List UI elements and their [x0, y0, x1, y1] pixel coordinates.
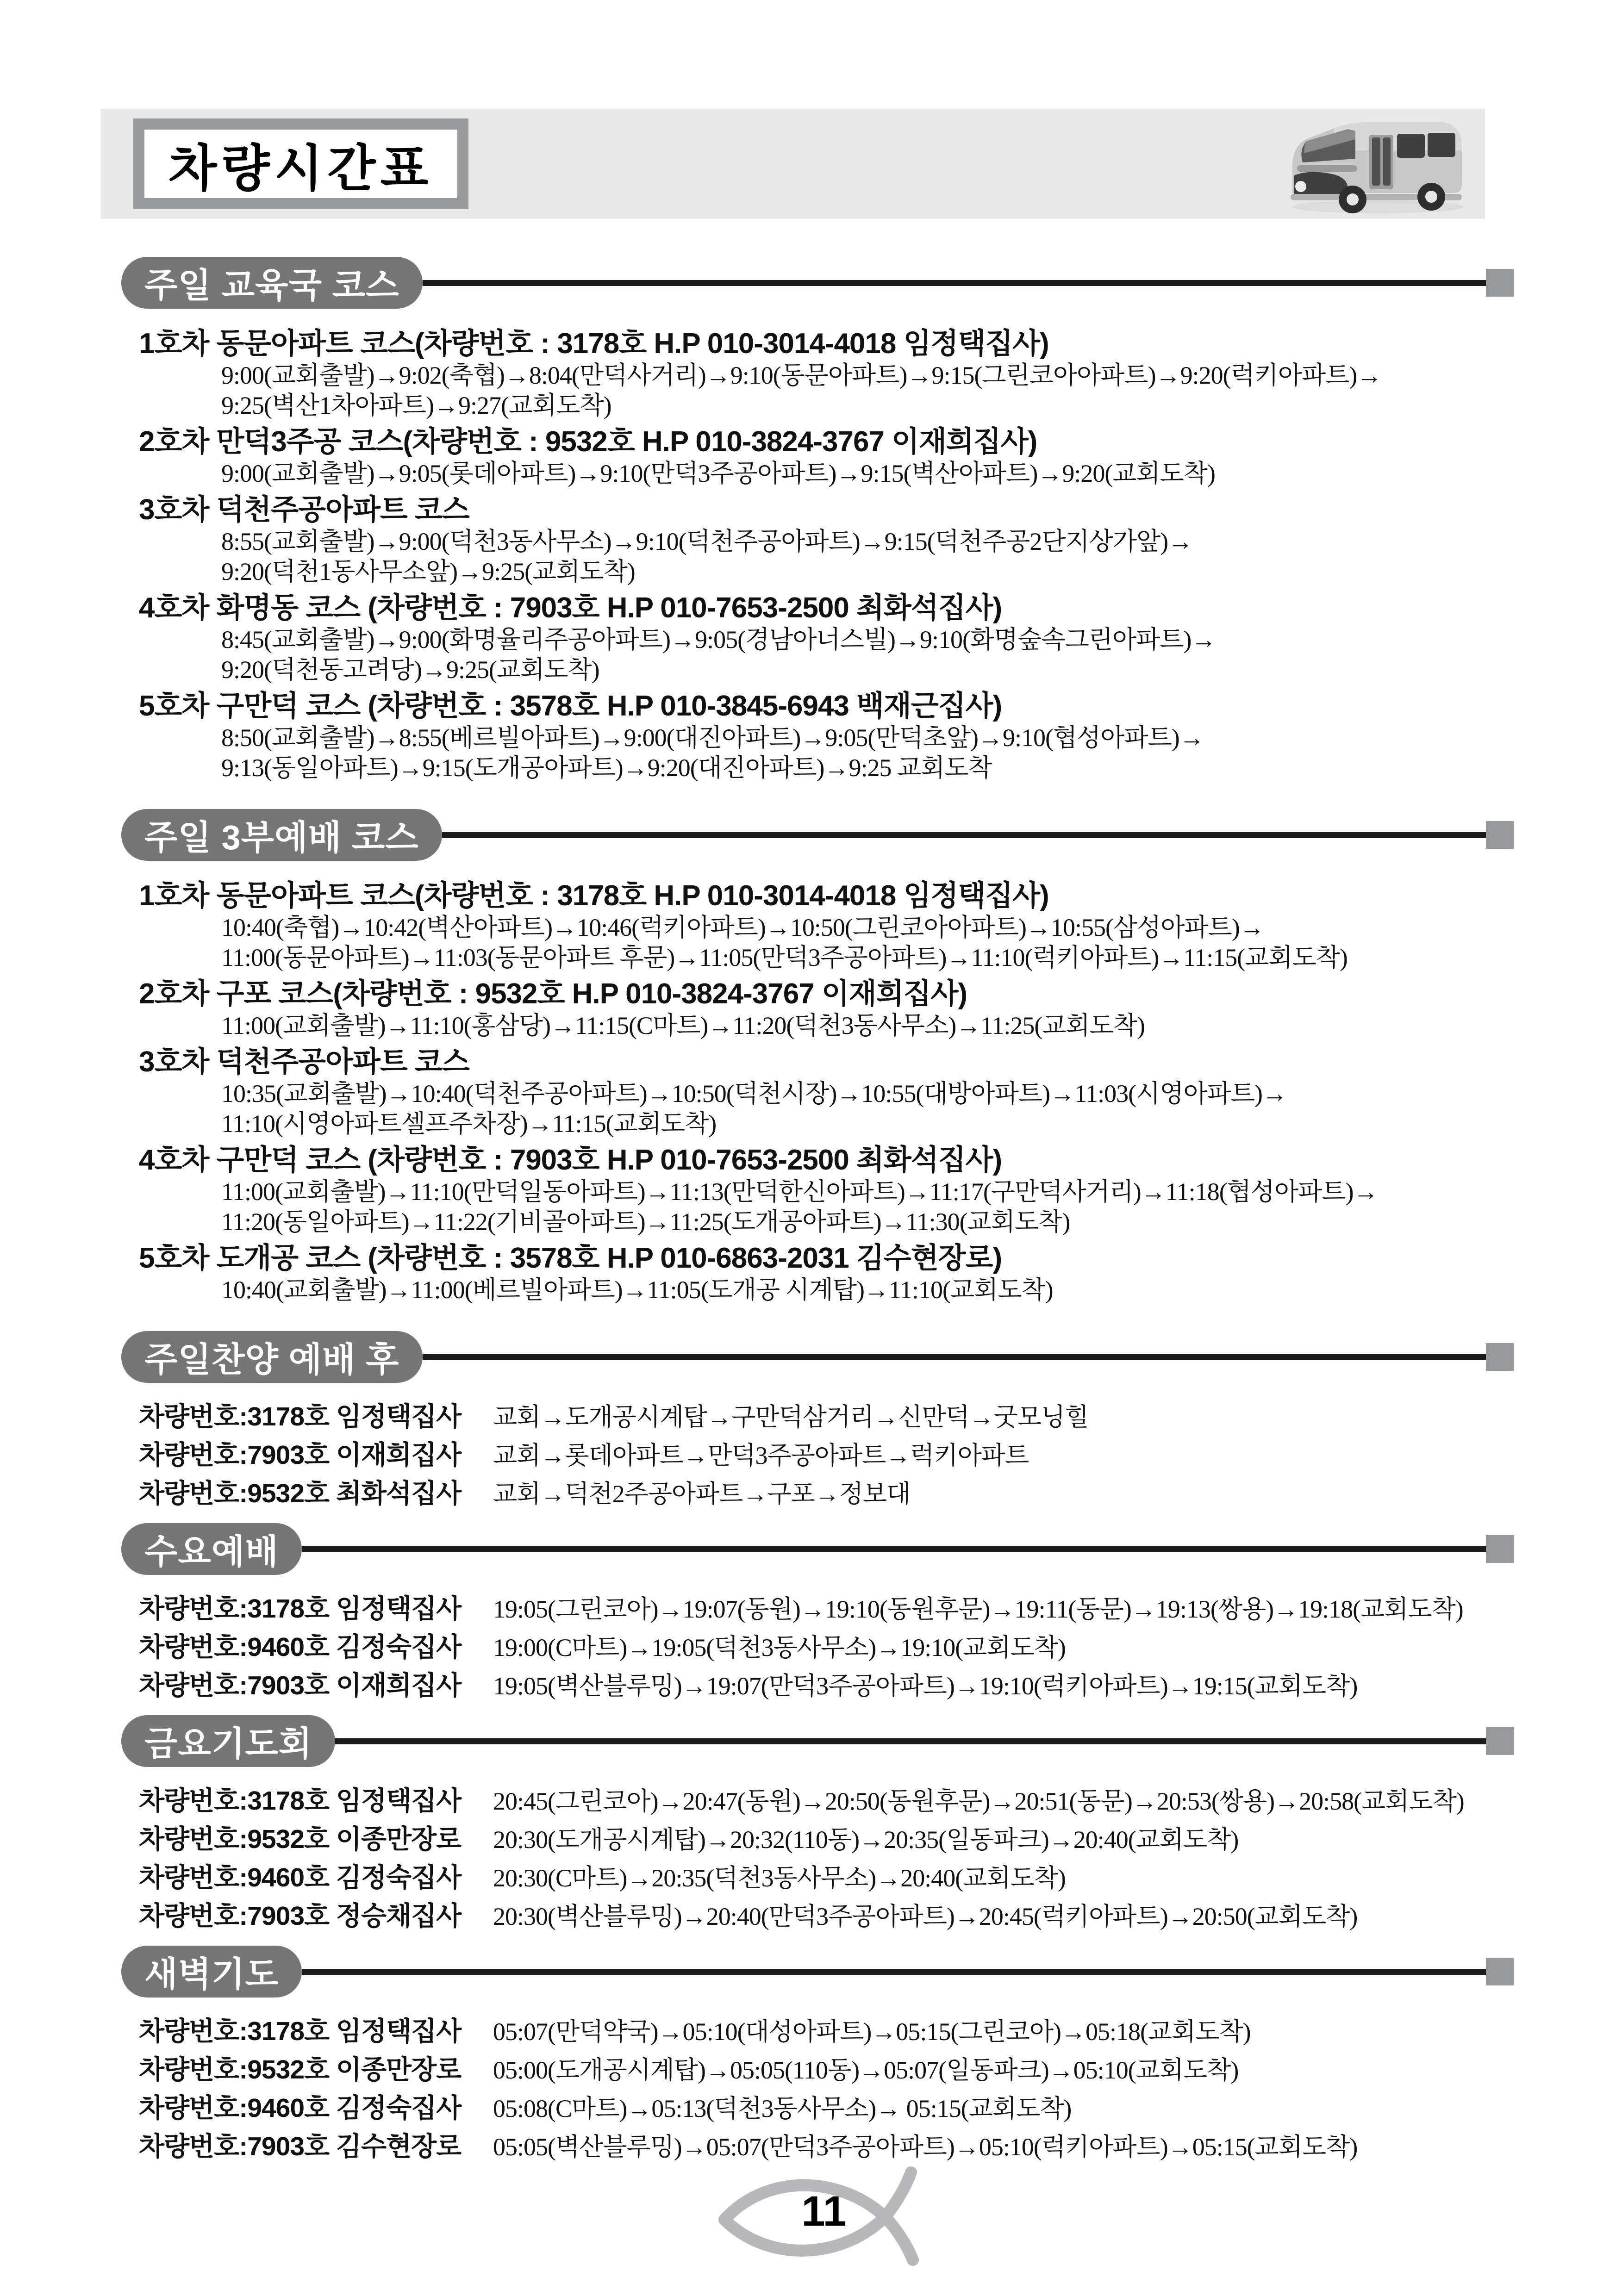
section-header — [121, 1523, 1514, 1575]
schedule-row — [139, 1440, 1622, 1471]
route-line: 9:25(벽산1차아파트)→9:27(교회도착) — [221, 392, 611, 419]
bus-course — [139, 977, 1622, 1041]
section-rule-end-square — [1486, 1958, 1514, 1985]
bus-course — [139, 425, 1622, 489]
route-text: 19:00(C마트)→19:05(덕천3동사무소)→19:10(교회도착) — [493, 1634, 1066, 1661]
course-title: 3호차 덕천주공아파트 코스 — [139, 1046, 469, 1078]
route-line: 10:35(교회출발)→10:40(덕천주공아파트)→10:50(덕천시장)→10:55(대방아파트)→11:03(시영아파트)→ — [221, 1080, 1287, 1108]
section-body — [0, 2016, 1622, 2162]
section-header — [121, 1946, 1514, 1997]
vehicle-driver-label: 차량번호:3178호 임정택집사 — [139, 1594, 462, 1624]
section-rule-end-square — [1486, 1535, 1514, 1563]
course-title: 1호차 동문아파트 코스(차량번호 : 3178호 H.P 010-3014-4018 임정택집사) — [139, 328, 1049, 360]
course-title: 2호차 구포 코스(차량번호 : 9532호 H.P 010-3824-3767 이재희집사) — [139, 978, 967, 1010]
route-line: 8:55(교회출발)→9:00(덕천3동사무소)→9:10(덕천주공아파트)→9:15(덕천주공2단지상가앞)→ — [221, 528, 1193, 555]
route-line: 11:00(동문아파트)→11:03(동문아파트 후문)→11:05(만덕3주공아파트)→11:10(럭키아파트)→11:15(교회도착) — [221, 944, 1348, 971]
schedule-row — [139, 1670, 1622, 1701]
course-route-lines — [221, 459, 1622, 489]
section-body — [0, 1593, 1622, 1701]
route-text: 20:30(도개공시계탑)→20:32(110동)→20:35(일동파크)→20:40(교회도착) — [493, 1826, 1239, 1854]
section-title: 주일 교육국 코스 — [144, 266, 399, 305]
section-rule-end-square — [1486, 1727, 1514, 1755]
route-text: 05:05(벽산블루밍)→05:07(만덕3주공아파트)→05:10(럭키아파트)→05:15(교회도착) — [493, 2133, 1358, 2161]
bus-course — [139, 591, 1622, 685]
route-line: 11:00(교회출발)→11:10(홍삼당)→11:15(C마트)→11:20(덕천3동사무소)→11:25(교회도착) — [221, 1012, 1145, 1039]
bus-course — [139, 493, 1622, 587]
vehicle-driver-label: 차량번호:7903호 김수현장로 — [139, 2132, 462, 2161]
schedule-row — [139, 2054, 1622, 2085]
bus-icon — [1279, 111, 1473, 217]
course-route-lines — [221, 625, 1622, 685]
section-rule — [335, 1738, 1486, 1744]
page-number: 11 — [801, 2188, 847, 2235]
section-rule-end-square — [1486, 821, 1514, 849]
bus-course — [139, 1045, 1622, 1139]
section-title: 금요기도회 — [144, 1724, 312, 1763]
bus-course — [139, 327, 1622, 421]
vehicle-driver-label: 차량번호:9532호 최화석집사 — [139, 1479, 462, 1508]
section-header-badge — [121, 1715, 335, 1767]
page-footer — [713, 2165, 944, 2267]
bus-course — [139, 690, 1622, 783]
section-header-badge — [121, 1523, 302, 1575]
route-line: 11:10(시영아파트셀프주차장)→11:15(교회도착) — [221, 1110, 717, 1138]
schedule-section — [0, 809, 1622, 1305]
schedule-row — [139, 1632, 1622, 1663]
section-rule — [302, 1546, 1486, 1552]
vehicle-driver-label: 차량번호:9460호 김정숙집사 — [139, 1863, 462, 1892]
section-rule — [442, 832, 1486, 838]
section-title: 주일찬양 예배 후 — [144, 1340, 399, 1379]
route-line: 10:40(교회출발)→11:00(베르빌아파트)→11:05(도개공 시계탑)→11:10(교회도착) — [221, 1276, 1053, 1304]
bus-course — [139, 1144, 1622, 1237]
vehicle-driver-label: 차량번호:7903호 이재희집사 — [139, 1671, 462, 1700]
vehicle-driver-label: 차량번호:3178호 임정택집사 — [139, 1402, 462, 1431]
bus-course — [139, 1242, 1622, 1305]
vehicle-driver-label: 차량번호:9460호 김정숙집사 — [139, 2093, 462, 2123]
schedule-row — [139, 1401, 1622, 1432]
section-body — [0, 1786, 1622, 1932]
top-banner — [101, 109, 1485, 219]
course-route-lines — [221, 1079, 1622, 1139]
section-header — [121, 257, 1514, 309]
route-line: 9:20(덕천동고려당)→9:25(교회도착) — [221, 656, 599, 684]
content-area — [0, 219, 1622, 2170]
route-line: 11:20(동일아파트)→11:22(기비골아파트)→11:25(도개공아파트)→11:30(교회도착) — [221, 1208, 1070, 1236]
vehicle-driver-label: 차량번호:9532호 이종만장로 — [139, 1824, 462, 1854]
section-header — [121, 809, 1514, 861]
course-route-lines — [221, 527, 1622, 587]
course-route-lines — [221, 1177, 1622, 1237]
schedule-section — [0, 1715, 1622, 1932]
section-rule — [302, 1969, 1486, 1975]
route-text: 20:30(C마트)→20:35(덕천3동사무소)→20:40(교회도착) — [493, 1864, 1066, 1892]
route-text: 05:08(C마트)→05:13(덕천3동사무소)→ 05:15(교회도착) — [493, 2095, 1072, 2122]
route-text: 20:30(벽산블루밍)→20:40(만덕3주공아파트)→20:45(럭키아파트)→20:50(교회도착) — [493, 1903, 1358, 1930]
course-route-lines — [221, 913, 1622, 973]
course-title: 5호차 구만덕 코스 (차량번호 : 3578호 H.P 010-3845-6943 백재근집사) — [139, 690, 1002, 722]
bus-course — [139, 879, 1622, 973]
schedule-section — [0, 1523, 1622, 1701]
schedule-row — [139, 2016, 1622, 2047]
vehicle-driver-label: 차량번호:9532호 이종만장로 — [139, 2055, 462, 2084]
page-title: 차량시간표 — [168, 140, 433, 196]
route-line: 10:40(축협)→10:42(벽산아파트)→10:46(럭키아파트)→10:50(그린코아아파트)→10:55(삼성아파트)→ — [221, 914, 1264, 941]
vehicle-driver-label: 차량번호:7903호 정승채집사 — [139, 1901, 462, 1931]
course-title: 4호차 화명동 코스 (차량번호 : 7903호 H.P 010-7653-2500 최화석집사) — [139, 592, 1002, 624]
schedule-row — [139, 1862, 1622, 1893]
course-title: 2호차 만덕3주공 코스(차량번호 : 9532호 H.P 010-3824-3767 이재희집사) — [139, 426, 1037, 458]
route-line: 11:00(교회출발)→11:10(만덕일동아파트)→11:13(만덕한신아파트)→11:17(구만덕사거리)→11:18(협성아파트)→ — [221, 1178, 1378, 1206]
schedule-row — [139, 2093, 1622, 2124]
section-body — [0, 1401, 1622, 1509]
course-title: 5호차 도개공 코스 (차량번호 : 3578호 H.P 010-6863-2031 김수현장로) — [139, 1242, 1002, 1274]
course-route-lines — [221, 723, 1622, 783]
vehicle-driver-label: 차량번호:3178호 임정택집사 — [139, 1786, 462, 1816]
route-text: 교회→롯데아파트→만덕3주공아파트→럭키아파트 — [493, 1442, 1029, 1469]
section-title: 주일 3부예배 코스 — [144, 818, 419, 857]
route-text: 교회→도개공시계탑→구만덕삼거리→신만덕→굿모닝힐 — [493, 1403, 1089, 1431]
section-title: 새벽기도 — [144, 1955, 279, 1993]
section-header-badge — [121, 257, 423, 309]
section-header-badge — [121, 809, 442, 861]
section-header-badge — [121, 1946, 302, 1997]
route-line: 9:13(동일아파트)→9:15(도개공아파트)→9:20(대진아파트)→9:25 교회도착 — [221, 754, 992, 782]
course-route-lines — [221, 1011, 1622, 1041]
course-title: 3호차 덕천주공아파트 코스 — [139, 494, 469, 526]
section-body — [0, 327, 1622, 783]
section-rule — [423, 1354, 1486, 1360]
route-line: 9:20(덕천1동사무소앞)→9:25(교회도착) — [221, 558, 635, 585]
section-body — [0, 879, 1622, 1305]
schedule-row — [139, 1786, 1622, 1817]
route-line: 8:45(교회출발)→9:00(화명율리주공아파트)→9:05(경남아너스빌)→9:10(화명숲속그린아파트)→ — [221, 626, 1216, 653]
section-header — [121, 1331, 1514, 1383]
route-line: 9:00(교회출발)→9:05(롯데아파트)→9:10(만덕3주공아파트)→9:15(벽산아파트)→9:20(교회도착) — [221, 460, 1215, 487]
route-text: 교회→덕천2주공아파트→구포→정보대 — [493, 1480, 911, 1508]
route-text: 20:45(그린코아)→20:47(동원)→20:50(동원후문)→20:51(동문)→20:53(쌍용)→20:58(교회도착) — [493, 1787, 1464, 1815]
sections-container — [0, 257, 1622, 2162]
vehicle-driver-label: 차량번호:7903호 이재희집사 — [139, 1440, 462, 1470]
route-text: 19:05(벽산블루밍)→19:07(만덕3주공아파트)→19:10(럭키아파트)→19:15(교회도착) — [493, 1672, 1358, 1700]
section-title: 수요예배 — [144, 1532, 279, 1571]
vehicle-driver-label: 차량번호:9460호 김정숙집사 — [139, 1632, 462, 1662]
schedule-section — [0, 1331, 1622, 1509]
route-text: 05:00(도개공시계탑)→05:05(110동)→05:07(일동파크)→05:10(교회도착) — [493, 2056, 1239, 2084]
course-route-lines — [221, 361, 1622, 421]
schedule-row — [139, 1478, 1622, 1509]
page-title-box — [144, 130, 457, 198]
course-title: 1호차 동문아파트 코스(차량번호 : 3178호 H.P 010-3014-4018 임정택집사) — [139, 880, 1049, 912]
schedule-row — [139, 2131, 1622, 2162]
schedule-section — [0, 1946, 1622, 2162]
section-rule-end-square — [1486, 269, 1514, 297]
course-route-lines — [221, 1275, 1622, 1305]
page-title-frame — [133, 118, 468, 209]
vehicle-driver-label: 차량번호:3178호 임정택집사 — [139, 2016, 462, 2046]
schedule-row — [139, 1901, 1622, 1932]
section-rule — [423, 280, 1486, 286]
schedule-row — [139, 1593, 1622, 1624]
route-text: 19:05(그린코아)→19:07(동원)→19:10(동원후문)→19:11(동문)→19:13(쌍용)→19:18(교회도착) — [493, 1595, 1463, 1623]
course-title: 4호차 구만덕 코스 (차량번호 : 7903호 H.P 010-7653-2500 최화석집사) — [139, 1144, 1002, 1176]
section-header — [121, 1715, 1514, 1767]
schedule-row — [139, 1824, 1622, 1855]
schedule-section — [0, 257, 1622, 783]
route-text: 05:07(만덕약국)→05:10(대성아파트)→05:15(그린코아)→05:18(교회도착) — [493, 2018, 1251, 2046]
route-line: 8:50(교회출발)→8:55(베르빌아파트)→9:00(대진아파트)→9:05(만덕초앞)→9:10(협성아파트)→ — [221, 724, 1204, 752]
section-header-badge — [121, 1331, 423, 1383]
route-line: 9:00(교회출발)→9:02(축협)→8:04(만덕사거리)→9:10(동문아파트)→9:15(그린코아아파트)→9:20(럭키아파트)→ — [221, 361, 1382, 389]
section-rule-end-square — [1486, 1343, 1514, 1371]
